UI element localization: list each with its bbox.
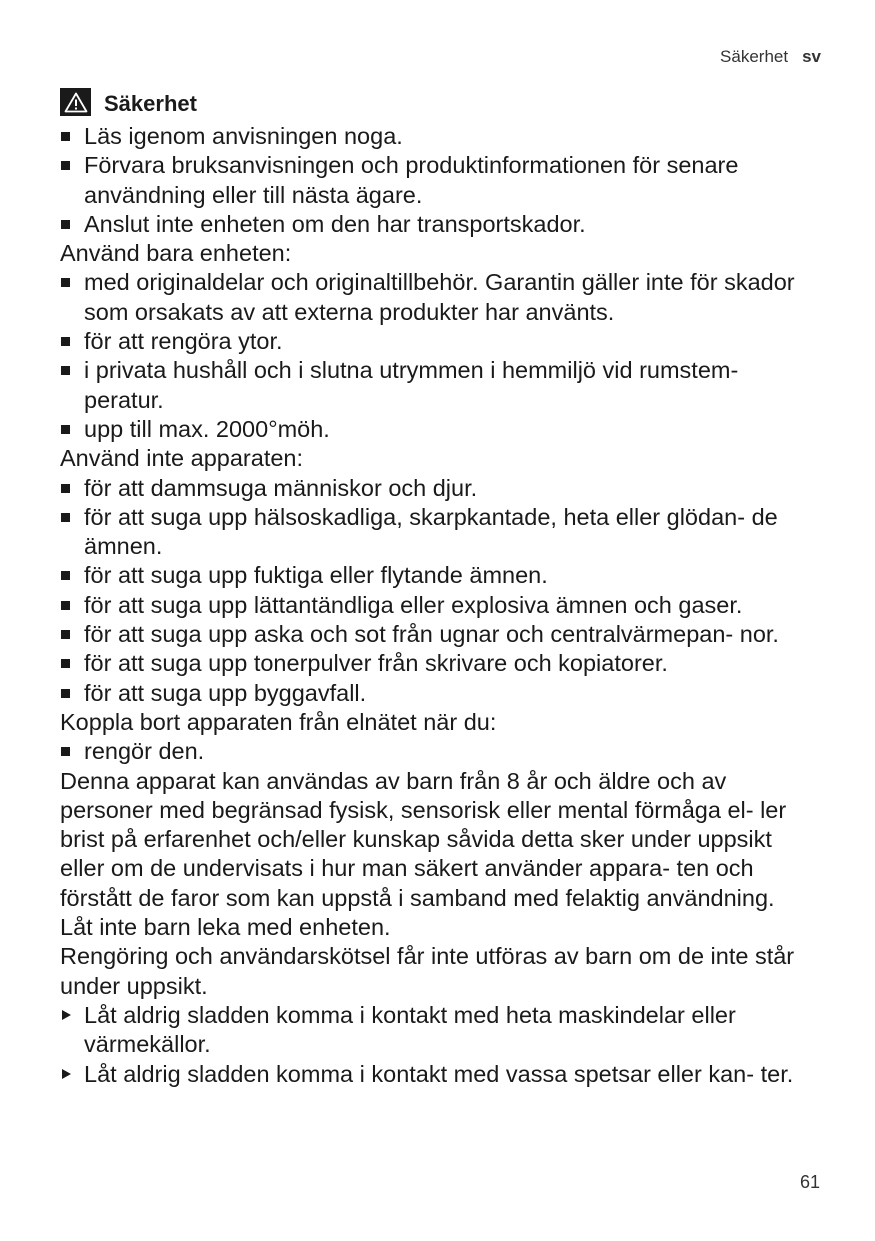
page-number: 61 [799, 1172, 820, 1192]
list-item: för att suga upp lättantändliga eller explosiva ämnen och gaser. [60, 591, 820, 620]
use-only-list [60, 268, 820, 444]
list-item: för att suga upp hälsoskadliga, skarpkantade, heta eller glödan- de ämnen. [60, 503, 820, 562]
list-item: för att suga upp fuktiga eller flytande ämnen. [60, 561, 820, 590]
list-item: Förvara bruksanvisningen och produktinformationen för senare användning eller till nästa ägare. [60, 151, 820, 210]
list-item: Läs igenom anvisningen noga. [60, 122, 820, 151]
steps-list [60, 1001, 820, 1089]
section-heading [60, 84, 820, 120]
disconnect-heading: Koppla bort apparaten från elnätet när du: [60, 708, 497, 735]
safety-section [60, 84, 820, 1089]
warning-triangle-icon [60, 88, 91, 116]
list-item: för att suga upp aska och sot från ugnar och centralvärmepan- nor. [60, 620, 820, 649]
do-not-use-list [60, 474, 820, 708]
list-item: Anslut inte enheten om den har transportskador. [60, 210, 820, 239]
list-item: rengör den. [60, 737, 820, 766]
page-title: Säkerhet [104, 91, 197, 116]
step-item: Låt aldrig sladden komma i kontakt med vassa spetsar eller kan- ter. [60, 1060, 820, 1089]
header-section: Säkerhet [720, 47, 789, 66]
intro-list [60, 122, 820, 239]
list-item: för att suga upp byggavfall. [60, 679, 820, 708]
step-item: Låt aldrig sladden komma i kontakt med heta maskindelar eller värmekällor. [60, 1001, 820, 1060]
list-item: med originaldelar och originaltillbehör. Garantin gäller inte för skador som orsakats av att externa produkter har använts. [60, 268, 820, 327]
list-item: för att rengöra ytor. [60, 327, 820, 356]
cleaning-paragraph: Rengöring och användarskötsel får inte utföras av barn om de inte står under uppsikt. [60, 943, 795, 999]
list-item: för att dammsuga människor och djur. [60, 474, 820, 503]
no-play-line: Låt inte barn leka med enheten. [60, 914, 391, 941]
running-header [720, 47, 821, 67]
header-language: sv [802, 47, 821, 66]
children-paragraph: Denna apparat kan användas av barn från 8 år och äldre och av personer med begränsad fysisk, sensorisk eller mental förmåga el- ler brist på erfarenhet och/eller kunskap såvida detta sker under uppsikt eller om de undervisats i hur man säkert använder appara- ten och förstått de faror som kan uppstå i samband med felaktig användning. [60, 767, 787, 911]
list-item: upp till max. 2000°möh. [60, 415, 820, 444]
list-item: för att suga upp tonerpulver från skrivare och kopiatorer. [60, 649, 820, 678]
disconnect-list [60, 737, 820, 766]
list-item: i privata hushåll och i slutna utrymmen i hemmiljö vid rumstem- peratur. [60, 356, 820, 415]
use-only-heading: Använd bara enheten: [60, 240, 292, 267]
do-not-use-heading: Använd inte apparaten: [60, 445, 304, 472]
